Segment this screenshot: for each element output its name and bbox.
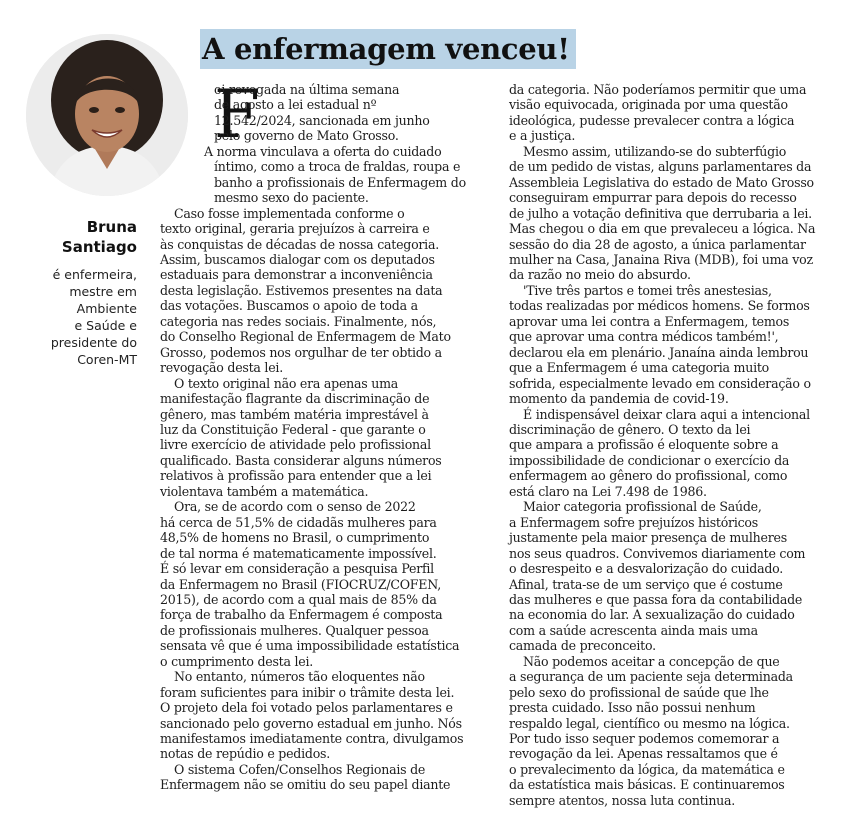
article-line: de agosto a lei estadual nº xyxy=(214,97,377,113)
article-line: das votações. Buscamos o apoio de toda a xyxy=(160,298,418,314)
article-line: livre exercício de atividade pelo profissional xyxy=(160,437,431,453)
article-line: da Enfermagem no Brasil (FIOCRUZ/COFEN, xyxy=(160,576,441,592)
article-line: há cerca de 51,5% de cidadãs mulheres para xyxy=(160,514,437,530)
article-line: sofrida, especialmente levado em consideração o xyxy=(509,375,811,391)
article-line: respaldo legal, científico ou mesmo na lógica. xyxy=(509,715,790,731)
author-first-name: Bruna xyxy=(86,218,137,236)
article-line: de profissionais mulheres. Qualquer pessoa xyxy=(160,622,429,638)
article-line: sessão do dia 28 de agosto, a única parlamentar xyxy=(509,236,806,252)
article-line: É indispensável deixar clara aqui a intencional xyxy=(523,406,810,422)
article-line: 2015), de acordo com a qual mais de 85% da xyxy=(160,591,437,607)
article-headline: A enfermagem venceu! xyxy=(202,32,570,66)
article-line: impossibilidade de condicionar o exercício da xyxy=(509,452,790,468)
author-bio-line: e Saúde e xyxy=(74,318,137,333)
article-line: força de trabalho da Enfermagem é composta xyxy=(160,607,443,623)
article-line: Mas chegou o dia em que prevaleceu a lógica. Na xyxy=(509,221,816,237)
article-line: que aprovar uma contra médicos também!', xyxy=(509,329,779,345)
article-line: É só levar em consideração a pesquisa Perfil xyxy=(160,561,434,577)
article-line: foram suficientes para inibir o trâmite desta lei. xyxy=(160,684,455,700)
article-line: A norma vinculava a oferta do cuidado xyxy=(204,143,442,159)
article-column-2 xyxy=(509,82,831,808)
article-line: banho a profissionais de Enfermagem do xyxy=(214,174,466,190)
article-line: O texto original não era apenas uma xyxy=(174,375,399,391)
article-line: nos seus quadros. Convivemos diariamente com xyxy=(509,545,806,561)
article-line: sancionado pelo governo estadual em junho. Nós xyxy=(160,715,462,731)
article-line: a Enfermagem sofre prejuízos históricos xyxy=(509,514,758,530)
article-line: Ora, se de acordo com o senso de 2022 xyxy=(174,499,416,515)
article-line: Mesmo assim, utilizando-se do subterfúgio xyxy=(523,143,787,159)
article-line: revogação da lei. Apenas ressaltamos que é xyxy=(509,746,778,762)
article-line: camada de preconceito. xyxy=(509,638,656,654)
article-line: violentava também a matemática. xyxy=(160,483,369,499)
article-line: de tal norma é matematicamente impossível. xyxy=(160,545,437,561)
author-bio-line: Coren-MT xyxy=(77,352,137,367)
article-line: sensata vê que é uma impossibilidade estatística xyxy=(160,638,460,654)
article-line: da estatística mais básicas. E continuaremos xyxy=(509,777,785,793)
article-line: oi revogada na última semana xyxy=(214,82,400,97)
article-line: enfermagem ao gênero do profissional, como xyxy=(509,468,788,484)
article-line: justamente pela maior presença de mulheres xyxy=(509,530,787,546)
article-line: da razão no meio do absurdo. xyxy=(509,267,691,283)
article-line: No entanto, números tão eloquentes não xyxy=(174,669,425,685)
article-line: de um pedido de vistas, alguns parlamentares da xyxy=(509,159,812,175)
article-line: texto original, geraria prejuízos à carreira e xyxy=(160,221,430,237)
article-line: pelo governo de Mato Grosso. xyxy=(214,128,399,144)
article-column-1 xyxy=(160,76,478,793)
author-bio xyxy=(51,266,137,368)
article-line: 48,5% de homens no Brasil, o cumprimento xyxy=(160,530,430,546)
article-line: pelo sexo do profissional de saúde que lhe xyxy=(509,684,769,700)
article-line: na economia do lar. A sexualização do cuidado xyxy=(509,607,795,623)
author-bio-line: mestre em xyxy=(69,284,137,299)
article-line: revogação desta lei. xyxy=(160,360,283,376)
article-line: Grosso, podemos nos orgulhar de ter obtido a xyxy=(160,344,442,360)
article-line: Afinal, trata-se de um serviço que é costume xyxy=(509,576,783,592)
article-line: o cumprimento desta lei. xyxy=(160,653,314,669)
article-line: de julho a votação definitiva que derrubaria a lei. xyxy=(509,205,812,221)
article-line: às conquistas de décadas de nossa categoria. xyxy=(160,236,439,252)
article-line: Por tudo isso sequer podemos comemorar a xyxy=(509,731,780,747)
article-line: mesmo sexo do paciente. xyxy=(214,190,369,206)
article-line: gênero, mas também matéria imprestável à xyxy=(160,406,429,422)
article-line: manifestação flagrante da discriminação de xyxy=(160,391,430,407)
article-line: momento da pandemia de covid-19. xyxy=(509,391,729,407)
article-line: visão equivocada, originada por uma questão xyxy=(509,97,788,113)
article-line: O projeto dela foi votado pelos parlamentares e xyxy=(160,700,453,716)
article-line: Assim, buscamos dialogar com os deputados xyxy=(160,251,435,267)
article-line: desta legislação. Estivemos presentes na data xyxy=(160,282,443,298)
author-bio-line: Ambiente xyxy=(76,301,137,316)
author-name xyxy=(62,217,137,257)
article-line: 12.542/2024, sancionada em junho xyxy=(214,112,430,128)
author-bio-line: presidente do xyxy=(50,335,137,350)
article-line: da categoria. Não poderíamos permitir que uma xyxy=(509,82,807,97)
article-line: está claro na Lei 7.498 de 1986. xyxy=(509,483,707,499)
article-line: ideológica, pudesse prevalecer contra a lógica xyxy=(509,112,795,128)
article-line: Enfermagem não se omitiu do seu papel diante xyxy=(160,777,451,793)
article-line: categoria nas redes sociais. Finalmente, nós, xyxy=(160,313,437,329)
article-line: luz da Constituição Federal - que garante o xyxy=(160,421,426,437)
author-last-name: Santiago xyxy=(61,238,137,256)
headline-highlight xyxy=(200,29,576,69)
article-line: íntimo, como a troca de fraldas, roupa e xyxy=(214,159,461,175)
article-line: manifestamos imediatamente contra, divulgamos xyxy=(160,731,464,747)
article-line: o prevalecimento da lógica, da matemática e xyxy=(509,761,785,777)
article-line: estaduais para demonstrar a inconveniência xyxy=(160,267,433,283)
article-line: com a saúde acrescenta ainda mais uma xyxy=(509,622,758,638)
article-line: notas de repúdio e pedidos. xyxy=(160,746,330,762)
drop-cap: F xyxy=(214,76,260,153)
article-line: presta cuidado. Isso não possui nenhum xyxy=(509,700,756,716)
article-line: e a justiça. xyxy=(509,128,576,144)
article-line: mulher na Casa, Janaina Riva (MDB), foi uma voz xyxy=(509,251,813,267)
article-line: discriminação de gênero. O texto da lei xyxy=(509,421,751,437)
article-line: o desrespeito e a desvalorização do cuidado. xyxy=(509,561,784,577)
article-line: 'Tive três partos e tomei três anestesias, xyxy=(523,282,772,298)
article-line: que a Enfermagem é uma categoria muito xyxy=(509,360,770,376)
article-line: declarou ela em plenário. Janaína ainda lembrou xyxy=(509,344,809,360)
article-line: relativos à profissão para entender que a lei xyxy=(160,468,432,484)
article-line: das mulheres e que passa fora da contabilidade xyxy=(509,591,803,607)
article-line: todas realizadas por médicos homens. Se formos xyxy=(509,298,810,314)
article-line: Maior categoria profissional de Saúde, xyxy=(523,499,762,515)
article-line: O sistema Cofen/Conselhos Regionais de xyxy=(174,761,426,777)
author-bio-line: é enfermeira, xyxy=(52,267,137,282)
article-line: Não podemos aceitar a concepção de que xyxy=(523,653,780,669)
article-line: a segurança de um paciente seja determinada xyxy=(509,669,793,685)
article-line: conseguiram empurrar para depois do recesso xyxy=(509,190,797,206)
article-line: qualificado. Basta considerar alguns números xyxy=(160,452,442,468)
article-line: que ampara a profissão é eloquente sobre a xyxy=(509,437,779,453)
article-line: Assembleia Legislativa do estado de Mato Grosso xyxy=(509,174,814,190)
article-line: Caso fosse implementada conforme o xyxy=(174,205,405,221)
article-line: aprovar uma lei contra a Enfermagem, temos xyxy=(509,313,790,329)
article-line: do Conselho Regional de Enfermagem de Mato xyxy=(160,329,451,345)
article-line: sempre atentos, nossa luta continua. xyxy=(509,792,736,808)
